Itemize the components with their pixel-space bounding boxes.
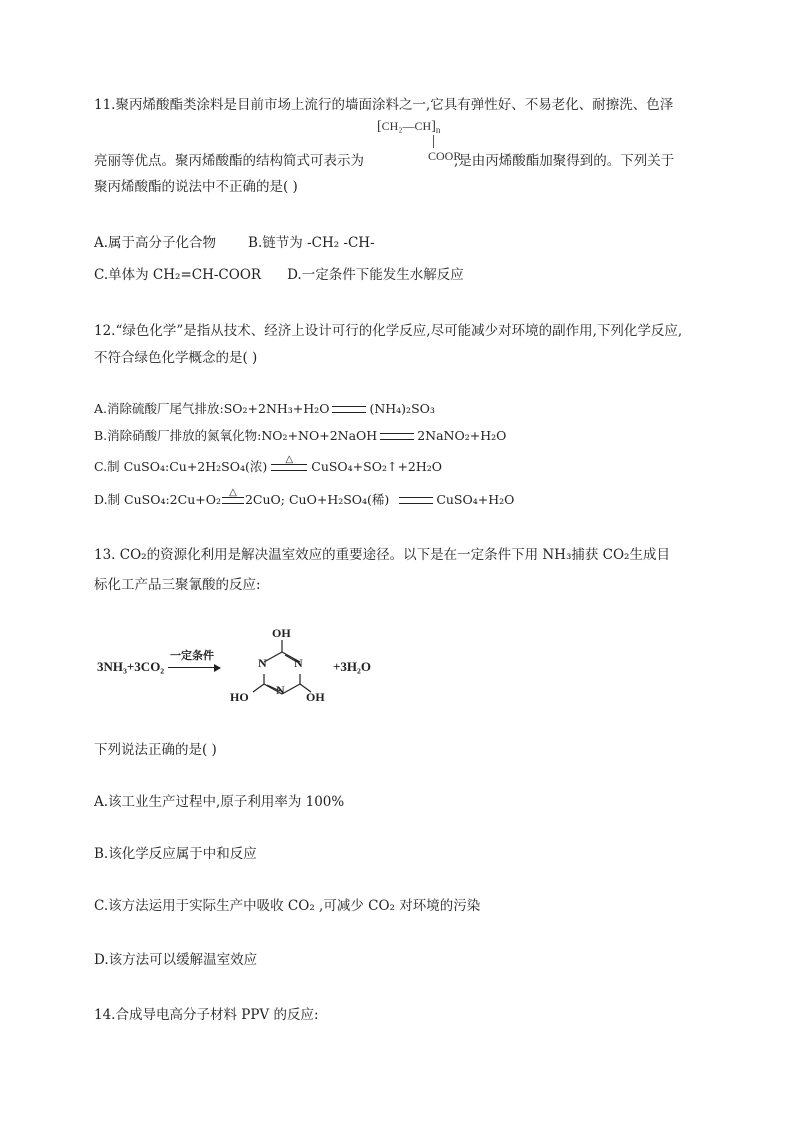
q11-polymer-structure: $[CH_2—CH]_n$ bbox=[377, 119, 441, 135]
q11-option-ab bbox=[94, 233, 375, 253]
q12-option-b-left: B.消除硝酸厂排放的氮氧化物:NO₂+NO+2NaOH bbox=[94, 428, 378, 443]
q13-condition: 一定条件 bbox=[170, 650, 214, 662]
q13-oh-right: OH bbox=[306, 690, 325, 704]
q13-oh-top: OH bbox=[272, 626, 291, 640]
q13-option-d: D.该方法可以缓解温室效应 bbox=[94, 952, 258, 968]
q12-option-b-right: 2NaNO₂+H₂O bbox=[417, 428, 507, 443]
q13-n-left: N bbox=[258, 656, 267, 670]
q11-structure-n: n bbox=[435, 125, 441, 135]
q13-n-bottom: N bbox=[276, 683, 285, 697]
q11-stem-line3: 聚丙烯酸酯的说法中不正确的是( ) bbox=[94, 179, 298, 195]
q12-stem-line2: 不符合绿色化学概念的是( ) bbox=[94, 350, 258, 366]
q11-option-a: A.属于高分子化合物 bbox=[94, 235, 217, 251]
q11-structure-top: CH₂—CH bbox=[381, 119, 432, 133]
q12-stem-line1: 12.“绿色化学”是指从技术、经济上设计可行的化学反应,尽可能减少对环境的副作用,下列化学反应, bbox=[94, 323, 683, 339]
q12-option-c-right: CuSO₄+SO₂↑+2H₂O bbox=[311, 459, 443, 474]
q14-stem: 14.合成导电高分子材料 PPV 的反应: bbox=[94, 1007, 319, 1023]
q12-option-b bbox=[94, 426, 506, 446]
q11-stem-line2 bbox=[94, 151, 674, 171]
q11-option-cd bbox=[94, 265, 464, 285]
q13-stem-line2: 标化工产品三聚氰酸的反应: bbox=[94, 577, 261, 593]
q12-option-a-left: A.消除硫酸厂尾气排放:SO₂+2NH₃+H₂O bbox=[94, 401, 330, 416]
q11-stem-line2-b: ,是由丙烯酸酯加聚得到的。下列关于 bbox=[454, 153, 675, 169]
q11-structure-bottom: COOR bbox=[428, 149, 462, 163]
q13-option-a: A.该工业生产过程中,原子利用率为 100% bbox=[94, 794, 345, 810]
q12-option-d-right: CuSO₄+H₂O bbox=[436, 492, 515, 507]
q12-option-c bbox=[94, 454, 443, 477]
q13-n-right: N bbox=[294, 656, 303, 670]
q11-option-c: C.单体为 CH₂=CH-COOR bbox=[94, 267, 262, 283]
q11-stem-line1: 11.聚丙烯酸酯类涂料是目前市场上流行的墙面涂料之一,它具有弹性好、不易老化、耐擦洗、色泽 bbox=[94, 97, 674, 113]
q13-ho-left: HO bbox=[230, 690, 249, 704]
q11-structure-bond bbox=[433, 135, 434, 148]
q13-stem-line1: 13. CO₂的资源化利用是解决温室效应的重要途径。以下是在一定条件下用 NH₃捕获 CO₂生成目 bbox=[94, 547, 670, 563]
q12-option-d-middle: 2CuO; CuO+H₂SO₄(稀) bbox=[244, 492, 390, 507]
q11-option-b: B.链节为 -CH₂ -CH- bbox=[248, 235, 375, 251]
q12-option-d bbox=[94, 487, 515, 510]
q13-option-b: B.该化学反应属于中和反应 bbox=[94, 846, 257, 862]
q11-stem-line2-a: 亮丽等优点。聚丙烯酸酯的结构简式可表示为 bbox=[94, 153, 364, 169]
q12-option-a bbox=[94, 399, 435, 419]
q12-option-c-left: C.制 CuSO₄:Cu+2H₂SO₄(浓) bbox=[94, 459, 268, 474]
q12-option-a-right: (NH₄)₂SO₃ bbox=[369, 401, 435, 416]
q12-option-d-left: D.制 CuSO₄:2Cu+O₂ bbox=[94, 492, 221, 507]
q13-reaction-arrow bbox=[168, 667, 220, 668]
q11-option-d: D.一定条件下能发生水解反应 bbox=[287, 267, 464, 283]
heat-symbol: △ bbox=[285, 454, 294, 465]
heat-symbol: △ bbox=[229, 487, 237, 498]
q13-arrow-head-icon bbox=[214, 664, 221, 672]
q13-option-c: C.该方法运用于实际生产中吸收 CO₂ ,可减少 CO₂ 对环境的污染 bbox=[94, 898, 481, 914]
q13-water: +3H₂O bbox=[333, 659, 372, 674]
q13-reactants: 3NH₃+3CO₂ bbox=[97, 659, 165, 674]
q13-question: 下列说法正确的是( ) bbox=[94, 742, 217, 758]
